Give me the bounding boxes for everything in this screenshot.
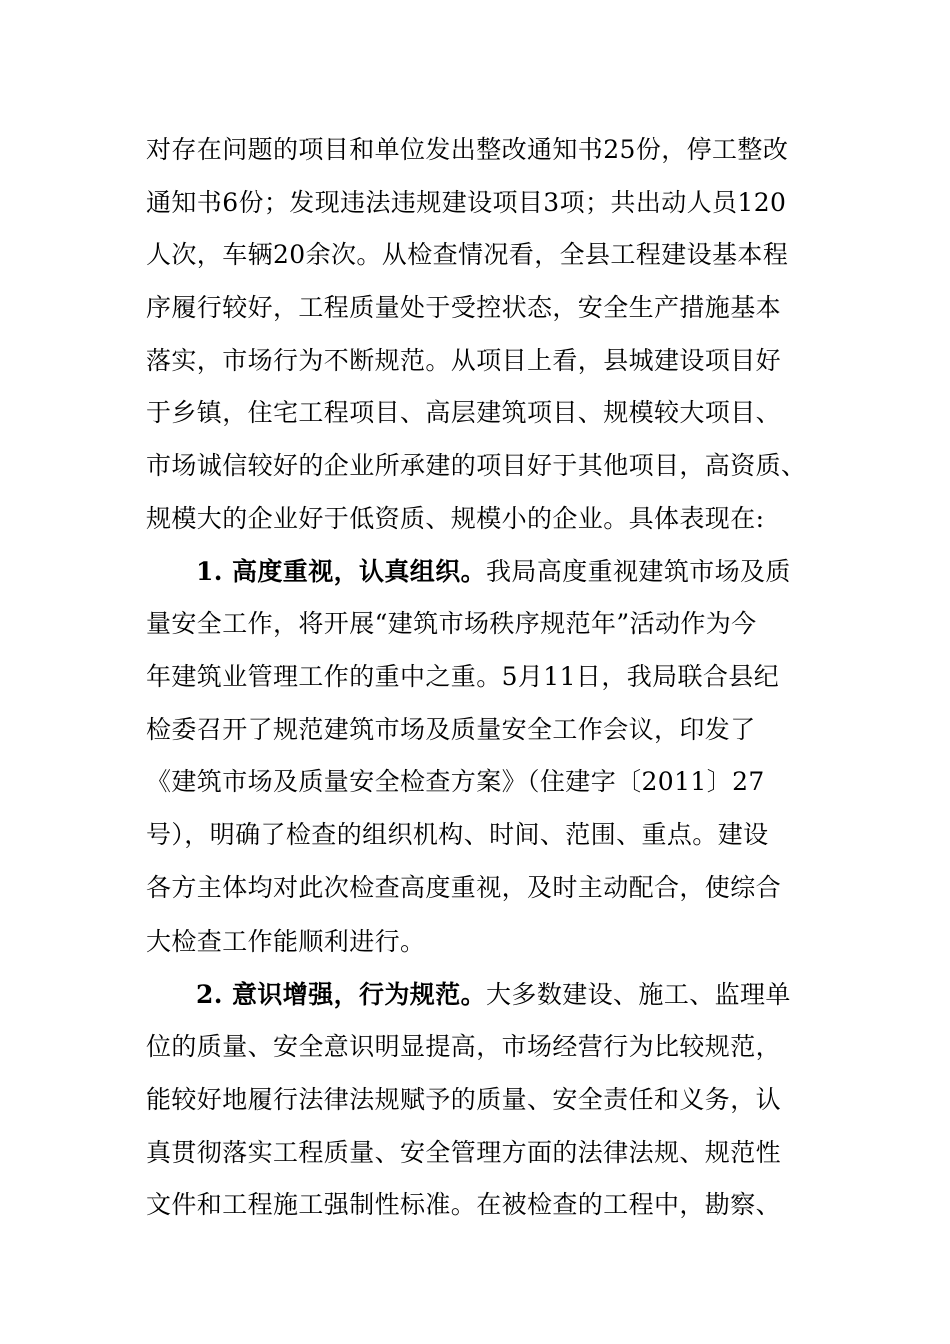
paragraph-line: 规模大的企业好于低资质、规模小的企业。具体表现在:: [146, 503, 765, 533]
paragraph-line: 检委召开了规范建筑市场及质量安全工作会议，印发了: [146, 714, 756, 744]
section-2-first-line: [146, 969, 806, 1022]
paragraph-line: 量安全工作，将开展“建筑市场秩序规范年”活动作为今: [146, 609, 757, 639]
paragraph-line: 真贯彻落实工程质量、安全管理方面的法律法规、规范性: [146, 1137, 782, 1167]
paragraph-line: 落实，市场行为不断规范。从项目上看，县城建设项目好: [146, 345, 782, 375]
document-body-upper: [146, 124, 806, 914]
section-1-heading: 1. 高度重视，认真组织。: [196, 556, 487, 586]
paragraph-line: 能较好地履行法律法规赋予的质量、安全责任和义务，认: [146, 1085, 782, 1115]
paragraph-line: 位的质量、安全意识明显提高，市场经营行为比较规范，: [146, 1032, 782, 1062]
paragraph-line: 文件和工程施工强制性标准。在被检查的工程中，勘察、: [146, 1190, 782, 1220]
paragraph-line: 人次，车辆20余次。从检查情况看，全县工程建设基本程: [146, 240, 789, 270]
paragraph-line: 通知书6份；发现违法违规建设项目3项；共出动人员120: [146, 187, 787, 217]
document-body-lower: [146, 916, 806, 1232]
paragraph-line: 大检查工作能顺利进行。: [146, 927, 426, 956]
section-2-heading: 2. 意识增强，行为规范。: [196, 979, 487, 1009]
paragraph-line: 序履行较好，工程质量处于受控状态，安全生产措施基本: [146, 293, 782, 323]
paragraph-line: 号），明确了检查的组织机构、时间、范围、重点。建设: [146, 819, 769, 849]
paragraph-line: 《建筑市场及质量安全检查方案》（住建字〔2011〕27: [146, 767, 765, 797]
paragraph-line: 对存在问题的项目和单位发出整改通知书25份，停工整改: [146, 135, 789, 164]
paragraph-line: 市场诚信较好的企业所承建的项目好于其他项目，高资质、: [146, 451, 807, 481]
section-2-first-line-text: 大多数建设、施工、监理单: [486, 979, 791, 1009]
section-1-first-line-text: 我局高度重视建筑市场及质: [486, 556, 791, 586]
paragraph-line: 各方主体均对此次检查高度重视，及时主动配合，使综合: [146, 872, 782, 902]
paragraph-line: 年建筑业管理工作的重中之重。5月11日，我局联合县纪: [146, 661, 780, 691]
paragraph-line: 于乡镇，住宅工程项目、高层建筑项目、规模较大项目、: [146, 398, 782, 428]
section-1-first-line: [146, 546, 806, 599]
